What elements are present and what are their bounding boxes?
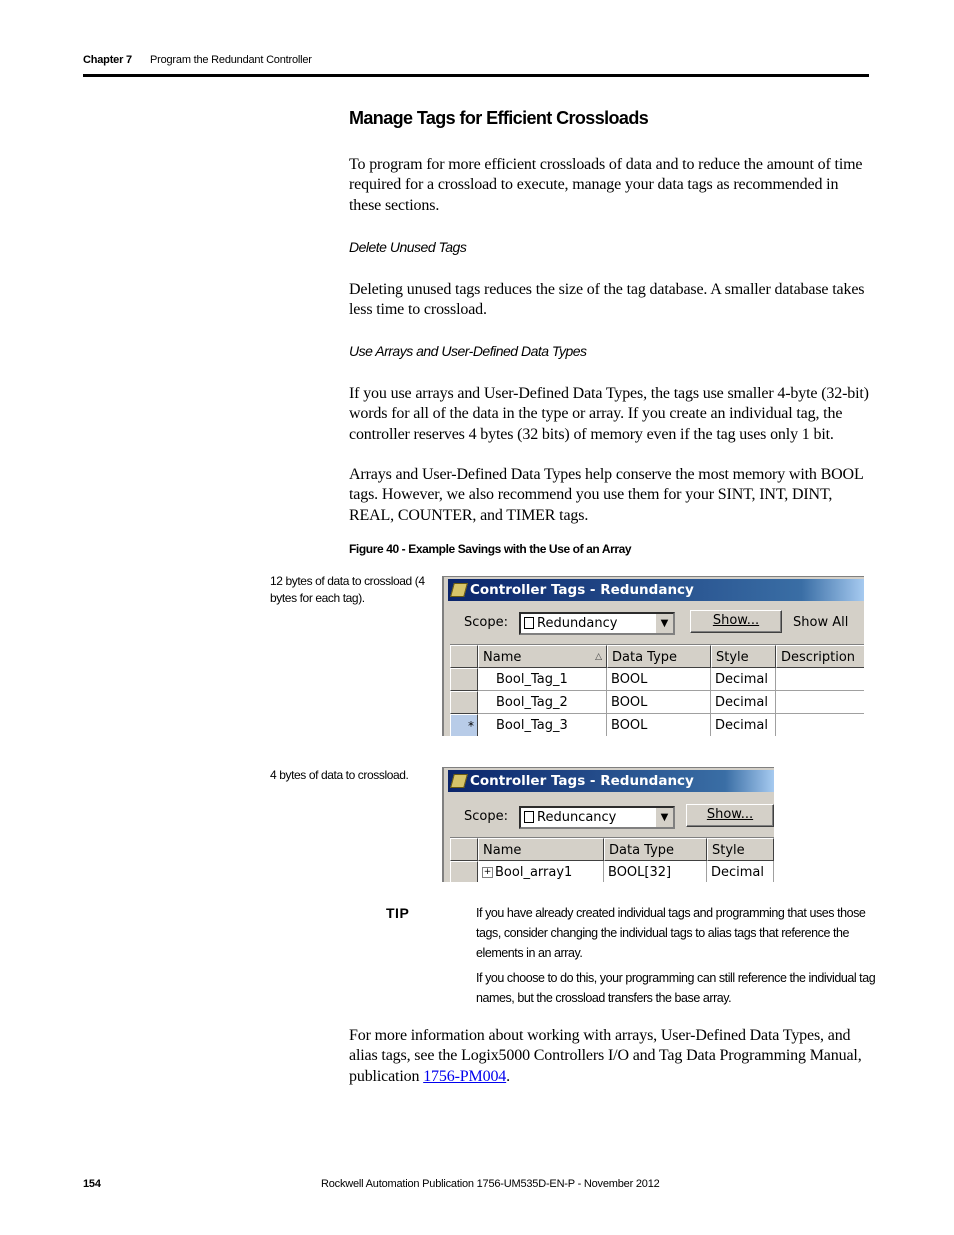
scope-label: Scope: bbox=[464, 615, 508, 630]
column-header-style[interactable]: Style bbox=[707, 838, 774, 861]
chapter-label: Chapter 7 bbox=[83, 54, 132, 66]
figure-caption: Figure 40 - Example Savings with the Use of an Array bbox=[349, 542, 632, 556]
description-cell[interactable] bbox=[776, 691, 864, 714]
tags-icon bbox=[450, 774, 468, 788]
dialog-1-titlebar[interactable]: Controller Tags - Redundancy bbox=[448, 579, 864, 601]
tags-grid-1 bbox=[450, 644, 864, 736]
page-number: 154 bbox=[83, 1178, 101, 1190]
figure-note-2: 4 bytes of data to crossload. bbox=[270, 768, 409, 782]
show-button[interactable]: Show... bbox=[686, 804, 774, 827]
tip-label: TIP bbox=[386, 905, 410, 921]
style-cell[interactable]: Decimal bbox=[707, 861, 774, 882]
scope-dropdown[interactable]: Redundancy ▼ bbox=[519, 612, 675, 635]
controller-tags-dialog-2 bbox=[442, 767, 774, 882]
arrays-heading: Use Arrays and User-Defined Data Types bbox=[349, 343, 587, 359]
row-header[interactable] bbox=[450, 668, 478, 691]
row-header-corner bbox=[450, 645, 478, 668]
arrays-paragraph-2: Arrays and User-Defined Data Types help conserve the most memory with BOOL tags. However, we also recommend you use them for your SINT, INT, DINT, REAL, COUNTER, and TIMER tags. bbox=[349, 466, 863, 524]
header-rule bbox=[83, 74, 869, 77]
column-header-description[interactable]: Description bbox=[776, 645, 864, 668]
description-cell[interactable] bbox=[776, 668, 864, 691]
expand-icon[interactable]: + bbox=[483, 867, 492, 877]
sort-triangle-icon: △ bbox=[595, 652, 602, 662]
style-cell[interactable]: Decimal bbox=[711, 691, 776, 714]
closing-paragraph: For more information about working with arrays, User-Defined Data Types, and alias tags, see the Logix5000 Controllers I/O and Tag Data Programming Manual, publication 1756-PM004. bbox=[349, 1027, 862, 1085]
controller-tags-dialog-1 bbox=[442, 576, 864, 736]
delete-unused-heading: Delete Unused Tags bbox=[349, 239, 467, 255]
tip-paragraph-2: If you choose to do this, your programming can still reference the individual tag names, but the crossload transfers the base array. bbox=[476, 971, 876, 1005]
column-header-style[interactable]: Style bbox=[711, 645, 776, 668]
column-header-data-type[interactable]: Data Type bbox=[604, 838, 707, 861]
scope-label: Scope: bbox=[464, 809, 508, 824]
column-header-data-type[interactable]: Data Type bbox=[607, 645, 711, 668]
style-cell[interactable]: Decimal bbox=[711, 668, 776, 691]
section-title: Manage Tags for Efficient Crossloads bbox=[349, 108, 649, 128]
tags-icon bbox=[450, 583, 468, 597]
description-cell[interactable] bbox=[776, 714, 864, 736]
scope-dropdown[interactable]: Reduncancy ▼ bbox=[519, 806, 675, 829]
data-type-cell[interactable]: BOOL bbox=[607, 691, 711, 714]
data-type-cell[interactable]: BOOL bbox=[607, 668, 711, 691]
intro-paragraph: To program for more efficient crossloads of data and to reduce the amount of time required for a crossload to execute, manage your data tags as recommended in these sections. bbox=[349, 156, 863, 214]
style-cell[interactable]: Decimal bbox=[711, 714, 776, 736]
controller-icon bbox=[524, 617, 534, 629]
dialog-2-titlebar[interactable]: Controller Tags - Redundancy bbox=[448, 770, 774, 792]
tag-name-cell[interactable]: Bool_Tag_2 bbox=[478, 691, 607, 714]
row-header[interactable] bbox=[450, 861, 478, 882]
show-all-text: Show All bbox=[793, 615, 849, 630]
tags-grid-2 bbox=[450, 837, 774, 882]
arrays-paragraph-1: If you use arrays and User-Defined Data Types, the tags use smaller 4-byte (32-bit) words for all of the data in the type or array. If you create an individual tag, the controller reserves 4 bytes (32 bits) of memory even if the tag uses only 1 bit. bbox=[349, 385, 869, 443]
figure-note-1: 12 bytes of data to crossload (4 bytes for each tag). bbox=[270, 574, 425, 605]
chapter-title: Program the Redundant Controller bbox=[150, 54, 312, 66]
row-header-new[interactable]: * bbox=[450, 714, 478, 736]
publication-link[interactable]: 1756-PM004 bbox=[423, 1067, 507, 1085]
chevron-down-icon[interactable]: ▼ bbox=[655, 808, 673, 827]
tag-name-cell[interactable]: + Bool_array1 bbox=[478, 861, 604, 882]
data-type-cell[interactable]: BOOL[32] bbox=[604, 861, 707, 882]
tag-name-cell[interactable]: Bool_Tag_1 bbox=[478, 668, 607, 691]
chevron-down-icon[interactable]: ▼ bbox=[655, 614, 673, 633]
column-header-name[interactable]: Name bbox=[478, 838, 604, 861]
tip-paragraph-1: If you have already created individual tags and programming that uses those tags, consider changing the individual tags to alias tags that reference the elements in an array. bbox=[476, 906, 866, 960]
controller-icon bbox=[524, 811, 534, 823]
column-header-name[interactable]: Name △ bbox=[478, 645, 607, 668]
row-header-corner bbox=[450, 838, 478, 861]
row-header[interactable] bbox=[450, 691, 478, 714]
delete-unused-paragraph: Deleting unused tags reduces the size of the tag database. A smaller database takes less time to crossload. bbox=[349, 281, 865, 319]
show-button[interactable]: Show... bbox=[690, 610, 782, 633]
data-type-cell[interactable]: BOOL bbox=[607, 714, 711, 736]
publication-footer: Rockwell Automation Publication 1756-UM535D-EN-P - November 2012 bbox=[321, 1178, 660, 1190]
tag-name-cell[interactable]: Bool_Tag_3 bbox=[478, 714, 607, 736]
